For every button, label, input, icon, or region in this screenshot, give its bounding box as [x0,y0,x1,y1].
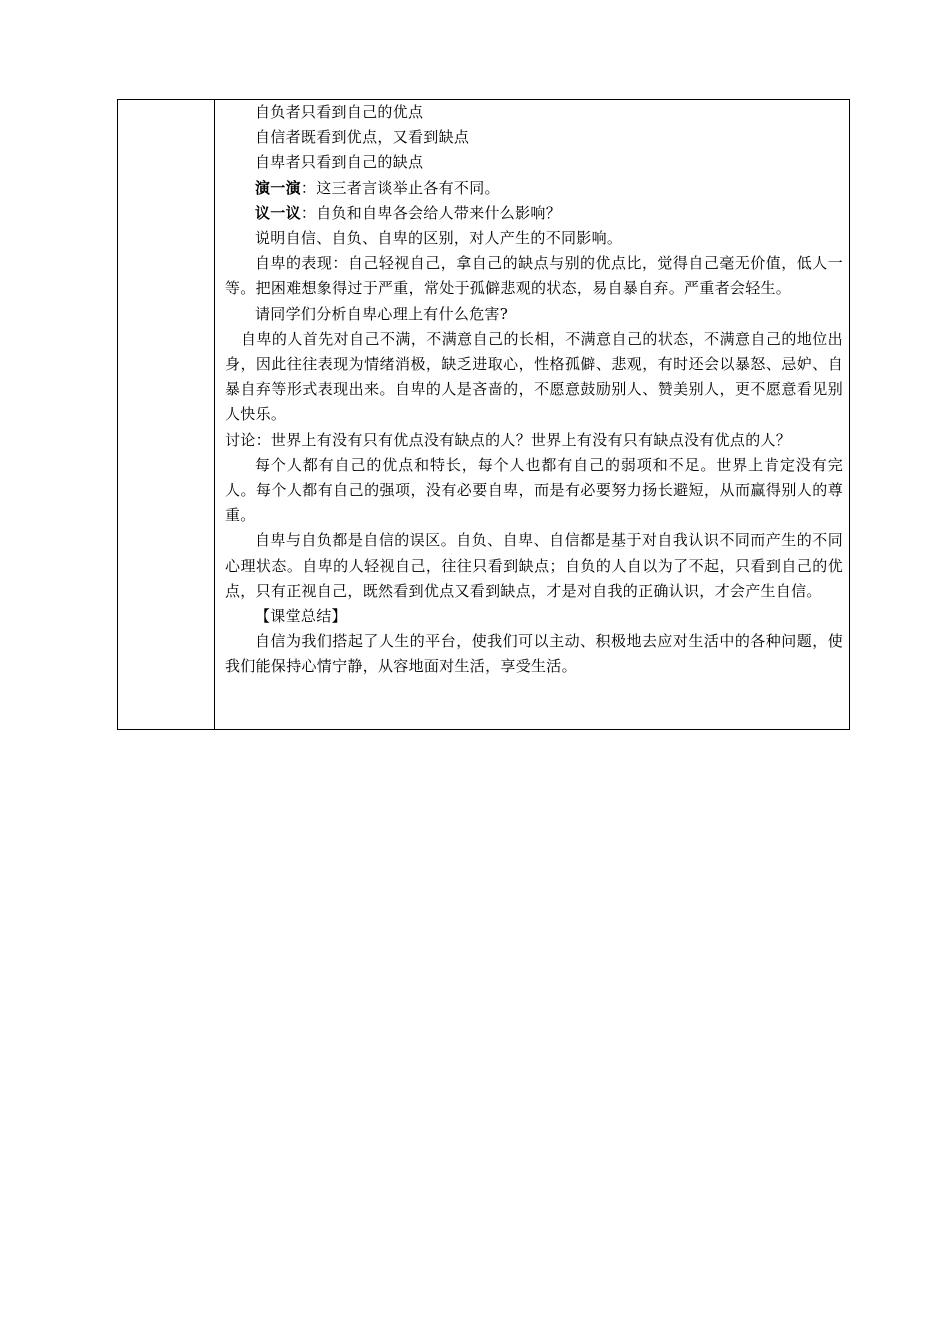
act-label: 演一演 [255,178,301,197]
paragraph-inferior: 自卑者只看到自己的缺点 [255,153,424,172]
section-summary-heading: 【课堂总结】 [255,607,347,626]
table-right-cell [215,100,849,729]
lesson-table [117,99,850,730]
paragraph-arrogant: 自负者只看到自己的优点 [255,103,424,121]
paragraph-discussion: 讨论：世界上有没有只有优点没有缺点的人？世界上有没有只有缺点没有优点的人？ [225,430,792,449]
paragraph-confident: 自信者既看到优点，又看到缺点 [255,128,470,147]
paragraph-explain: 说明自信、自负、自卑的区别，对人产生的不同影响。 [255,229,623,248]
paragraph-inferiority-signs: 自卑的表现：自己轻视自己，拿自己的缺点与别的优点比，觉得自己毫无价值，低人一等。把困难想象得过于严重，常处于孤僻悲观的状态，易自暴自弃。严重者会轻生。 [225,254,843,298]
discuss-text: ：自负和自卑各会给人带来什么影响？ [300,203,562,222]
table-left-cell [118,100,215,729]
paragraph-discuss [225,201,843,226]
paragraph-harm: 自卑的人首先对自己不满，不满意自己的长相，不满意自己的状态，不满意自己的地位出身，因此往往表现为情绪消极，缺乏进取心，性格孤僻、悲观，有时还会以暴怒、忌妒、自暴自弃等形式表现出来。自卑的人是吝啬的，不愿意鼓励别人、赞美别人，更不愿意看见别人快乐。 [225,329,843,424]
paragraph-misconception: 自卑与自负都是自信的误区。自负、自卑、自信都是基于对自我认识不同而产生的不同心理状态。自卑的人轻视自己，往往只看到缺点；自负的人自以为了不起，只看到自己的优点，只有正视自己，既然看到优点又看到缺点，才是对自我的正确认识，才会产生自信。 [225,531,843,600]
paragraph-question: 请同学们分析自卑心理上有什么危害? [255,304,509,323]
paragraph-everyone: 每个人都有自己的优点和特长，每个人也都有自己的弱项和不足。世界上肯定没有完人。每个人都有自己的强项，没有必要自卑，而是有必要努力扬长避短，从而赢得别人的尊重。 [225,455,843,525]
act-text: ：这三者言谈举止各有不同。 [300,178,500,197]
paragraph-act-it-out [225,176,843,201]
paragraph-summary: 自信为我们搭起了人生的平台，使我们可以主动、积极地去应对生活中的各种问题，使我们能保持心情宁静，从容地面对生活，享受生活。 [225,632,843,676]
discuss-label: 议一议 [255,203,301,222]
